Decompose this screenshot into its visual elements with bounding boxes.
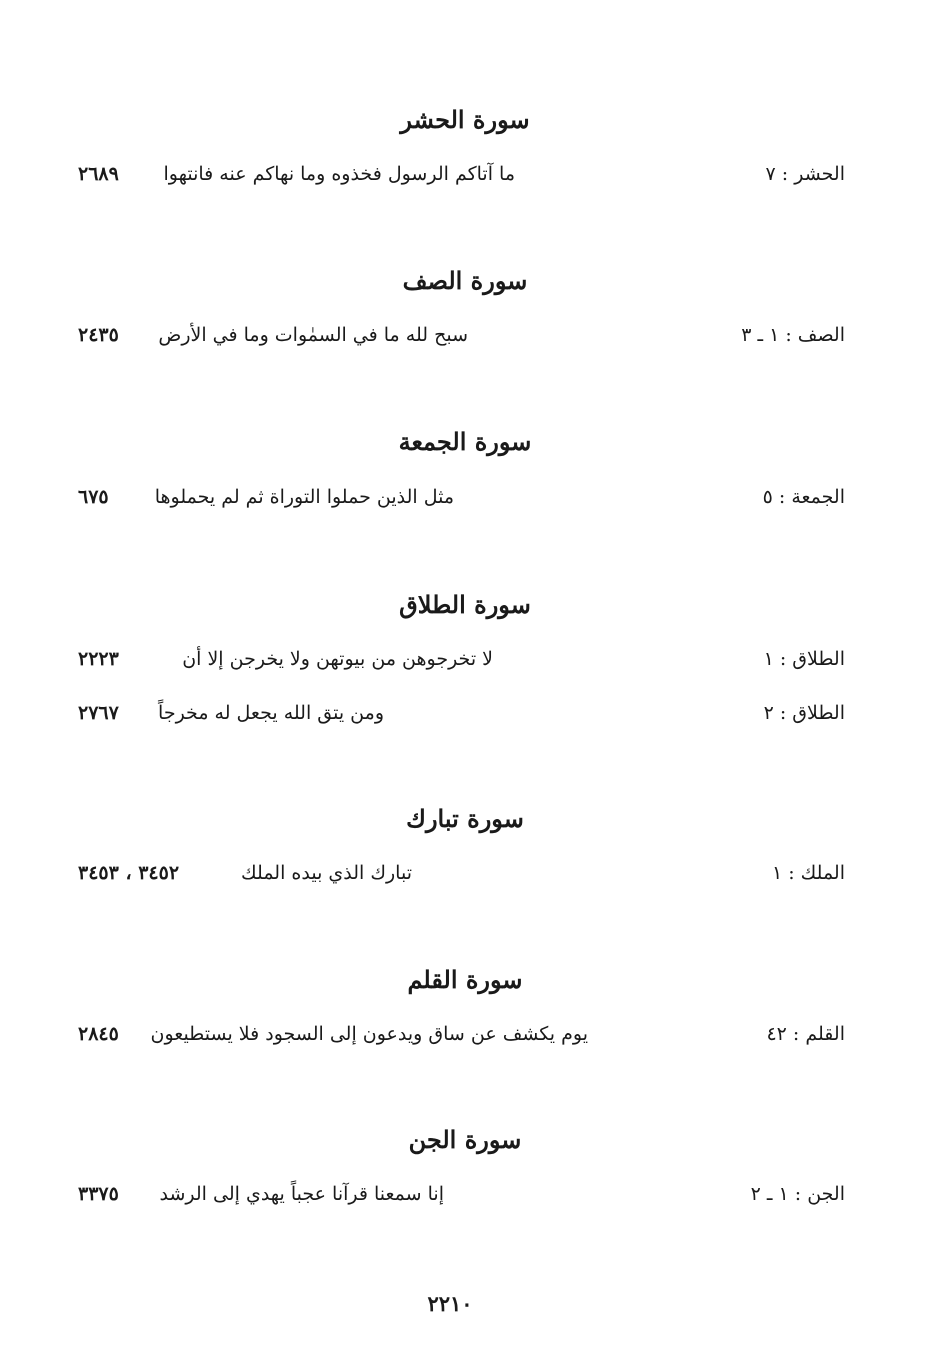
surah-title-al-jumuah: سورة الجمعة bbox=[398, 427, 532, 456]
surah-title-at-talaq: سورة الطلاق bbox=[399, 590, 531, 619]
surah-title-as-saff: سورة الصف bbox=[402, 266, 528, 295]
entry-hadith-number: ٢٢٢٣ bbox=[78, 648, 119, 670]
entry-reference: الجن : ١ ـ ٢ bbox=[750, 1183, 845, 1205]
entry-reference: الملك : ١ bbox=[771, 862, 845, 884]
entry-reference: الصف : ١ ـ ٣ bbox=[741, 324, 845, 346]
entry-text: ومن يتق الله يجعل له مخرجاً bbox=[158, 702, 384, 724]
entry-text: ما آتاكم الرسول فخذوه وما نهاكم عنه فانتهوا bbox=[163, 163, 515, 185]
entry-hadith-number: ٦٧٥ bbox=[78, 486, 109, 508]
entry-hadith-number: ٢٤٣٥ bbox=[78, 324, 119, 346]
entry-hadith-number: ٣٤٥٢ ، ٣٤٥٣ bbox=[78, 862, 180, 884]
entry-hadith-number: ٢٨٤٥ bbox=[78, 1023, 119, 1045]
entry-reference: الجمعة : ٥ bbox=[762, 486, 845, 508]
entry-text: مثل الذين حملوا التوراة ثم لم يحملوها bbox=[154, 486, 454, 508]
page-number: ٢٢١٠ bbox=[427, 1291, 473, 1316]
entry-text: إنا سمعنا قرآنا عجباً يهدي إلى الرشد bbox=[159, 1183, 444, 1205]
entry-text: يوم يكشف عن ساق ويدعون إلى السجود فلا يستطيعون bbox=[150, 1023, 588, 1045]
entry-hadith-number: ٢٦٨٩ bbox=[78, 163, 119, 185]
entry-reference: القلم : ٤٢ bbox=[766, 1023, 845, 1045]
entry-text: سبح لله ما في السمٰوات وما في الأرض bbox=[158, 324, 468, 346]
entry-hadith-number: ٢٧٦٧ bbox=[78, 702, 119, 724]
surah-title-al-jinn: سورة الجن bbox=[408, 1125, 522, 1154]
surah-title-al-hashr: سورة الحشر bbox=[400, 105, 530, 134]
surah-title-al-qalam: سورة القلم bbox=[407, 965, 523, 994]
entry-text: لا تخرجوهن من بيوتهن ولا يخرجن إلا أن bbox=[182, 648, 493, 670]
entry-reference: الطلاق : ٢ bbox=[763, 702, 845, 724]
entry-hadith-number: ٣٣٧٥ bbox=[78, 1183, 119, 1205]
entry-reference: الحشر : ٧ bbox=[765, 163, 845, 185]
surah-title-tabarak: سورة تبارك bbox=[406, 804, 524, 833]
entry-text: تبارك الذي بيده الملك bbox=[241, 862, 412, 884]
entry-reference: الطلاق : ١ bbox=[763, 648, 845, 670]
